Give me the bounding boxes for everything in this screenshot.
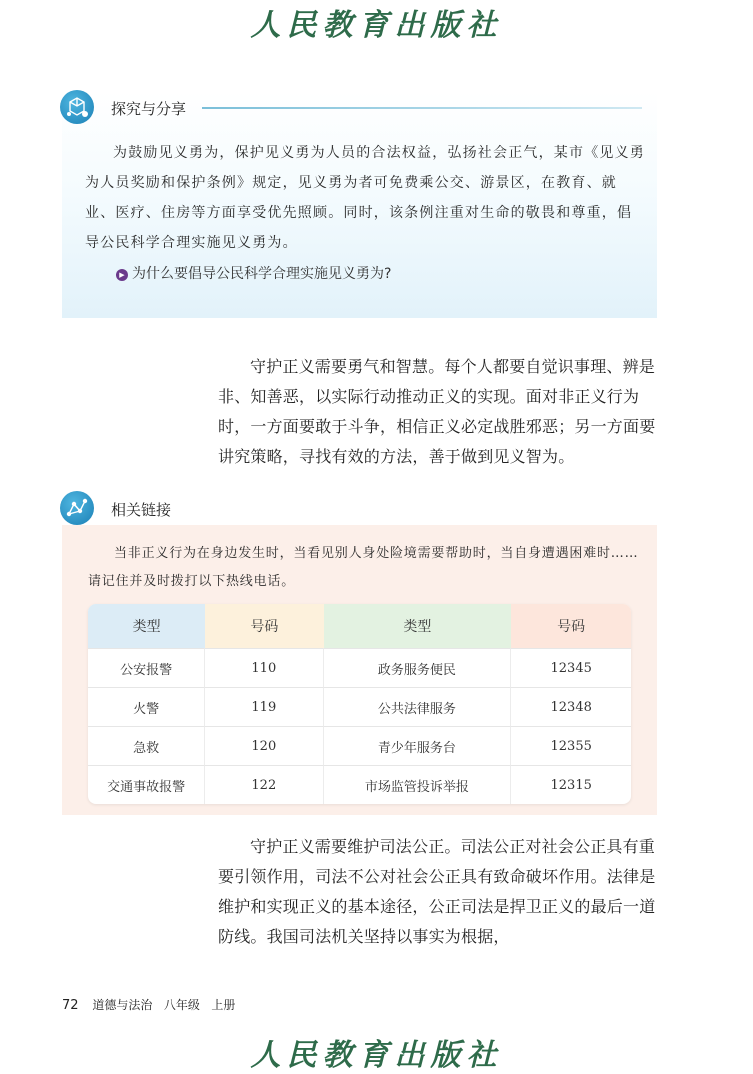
- table-row: [88, 687, 631, 726]
- explore-share-icon: [60, 90, 94, 124]
- explore-share-text: 为鼓励见义勇为，保护见义勇为人员的合法权益，弘扬社会正气，某市《见义勇为人员奖励和保护条例》规定，见义勇为者可免费乘公交、游景区，在教育、就业、医疗、住房等方面享受优先照顾。同时，该条例注重对生命的敬畏和尊重，倡导公民科学合理实施见义勇为。: [85, 145, 645, 251]
- discussion-question: [116, 263, 391, 283]
- grade-label: 八年级: [163, 998, 200, 1012]
- body-paragraph-2: 守护正义需要维护司法公正。司法公正对社会公正具有重要引领作用，司法不公对社会公正具有致命破坏作用。法律是维护和实现正义的基本途径，公正司法是捍卫正义的最后一道防线。我国司法机关坚持以事实为根据，: [218, 837, 656, 946]
- related-links-text: 当非正义行为在身边发生时，当看见别人身处险境需要帮助时，当自身遭遇困难时……请记住并及时拨打以下热线电话。: [88, 546, 639, 589]
- book-title: 道德与法治: [92, 998, 153, 1012]
- volume-label: 上册: [211, 998, 236, 1012]
- cell-number: 110: [205, 648, 323, 687]
- cell-type: 急救: [88, 726, 205, 765]
- table-row: [88, 648, 631, 687]
- table-row: [88, 765, 631, 804]
- cell-type: 交通事故报警: [88, 765, 205, 804]
- cell-type: 公安报警: [88, 648, 205, 687]
- explore-share-title: 探究与分享: [111, 100, 187, 118]
- cell-number: 12315: [511, 765, 631, 804]
- play-bullet-icon: ▶: [116, 269, 128, 281]
- cell-type: 市场监管投诉举报: [324, 765, 512, 804]
- question-text: 为什么要倡导公民科学合理实施见义勇为?: [132, 266, 392, 282]
- publisher-watermark-bottom: 人民教育出版社: [250, 1038, 503, 1073]
- page-footer: [62, 996, 235, 1013]
- related-links-icon: [60, 491, 94, 525]
- header-number-1: 号码: [205, 604, 323, 648]
- cell-type: 火警: [88, 687, 205, 726]
- hotline-table: [88, 604, 631, 804]
- cell-type: 公共法律服务: [324, 687, 512, 726]
- cell-type: 青少年服务台: [324, 726, 512, 765]
- page-number: 72: [62, 998, 79, 1013]
- title-divider: [202, 107, 642, 109]
- header-type-2: 类型: [324, 604, 512, 648]
- cell-number: 12345: [511, 648, 631, 687]
- table-header-row: [88, 604, 631, 648]
- cell-number: 122: [205, 765, 323, 804]
- header-type-1: 类型: [88, 604, 205, 648]
- body-paragraph-1: 守护正义需要勇气和智慧。每个人都要自觉识事理、辨是非、知善恶，以实际行动推动正义的实现。面对非正义行为时，一方面要敢于斗争，相信正义必定战胜邪恶；另一方面要讲究策略，寻找有效的方法，善于做到见义智为。: [218, 357, 656, 466]
- cell-number: 12355: [511, 726, 631, 765]
- cell-number: 119: [205, 687, 323, 726]
- cell-number: 120: [205, 726, 323, 765]
- related-links-title: 相关链接: [111, 501, 172, 519]
- table-row: [88, 726, 631, 765]
- cell-number: 12348: [511, 687, 631, 726]
- header-number-2: 号码: [511, 604, 631, 648]
- cell-type: 政务服务便民: [324, 648, 512, 687]
- publisher-watermark-top: 人民教育出版社: [250, 8, 503, 43]
